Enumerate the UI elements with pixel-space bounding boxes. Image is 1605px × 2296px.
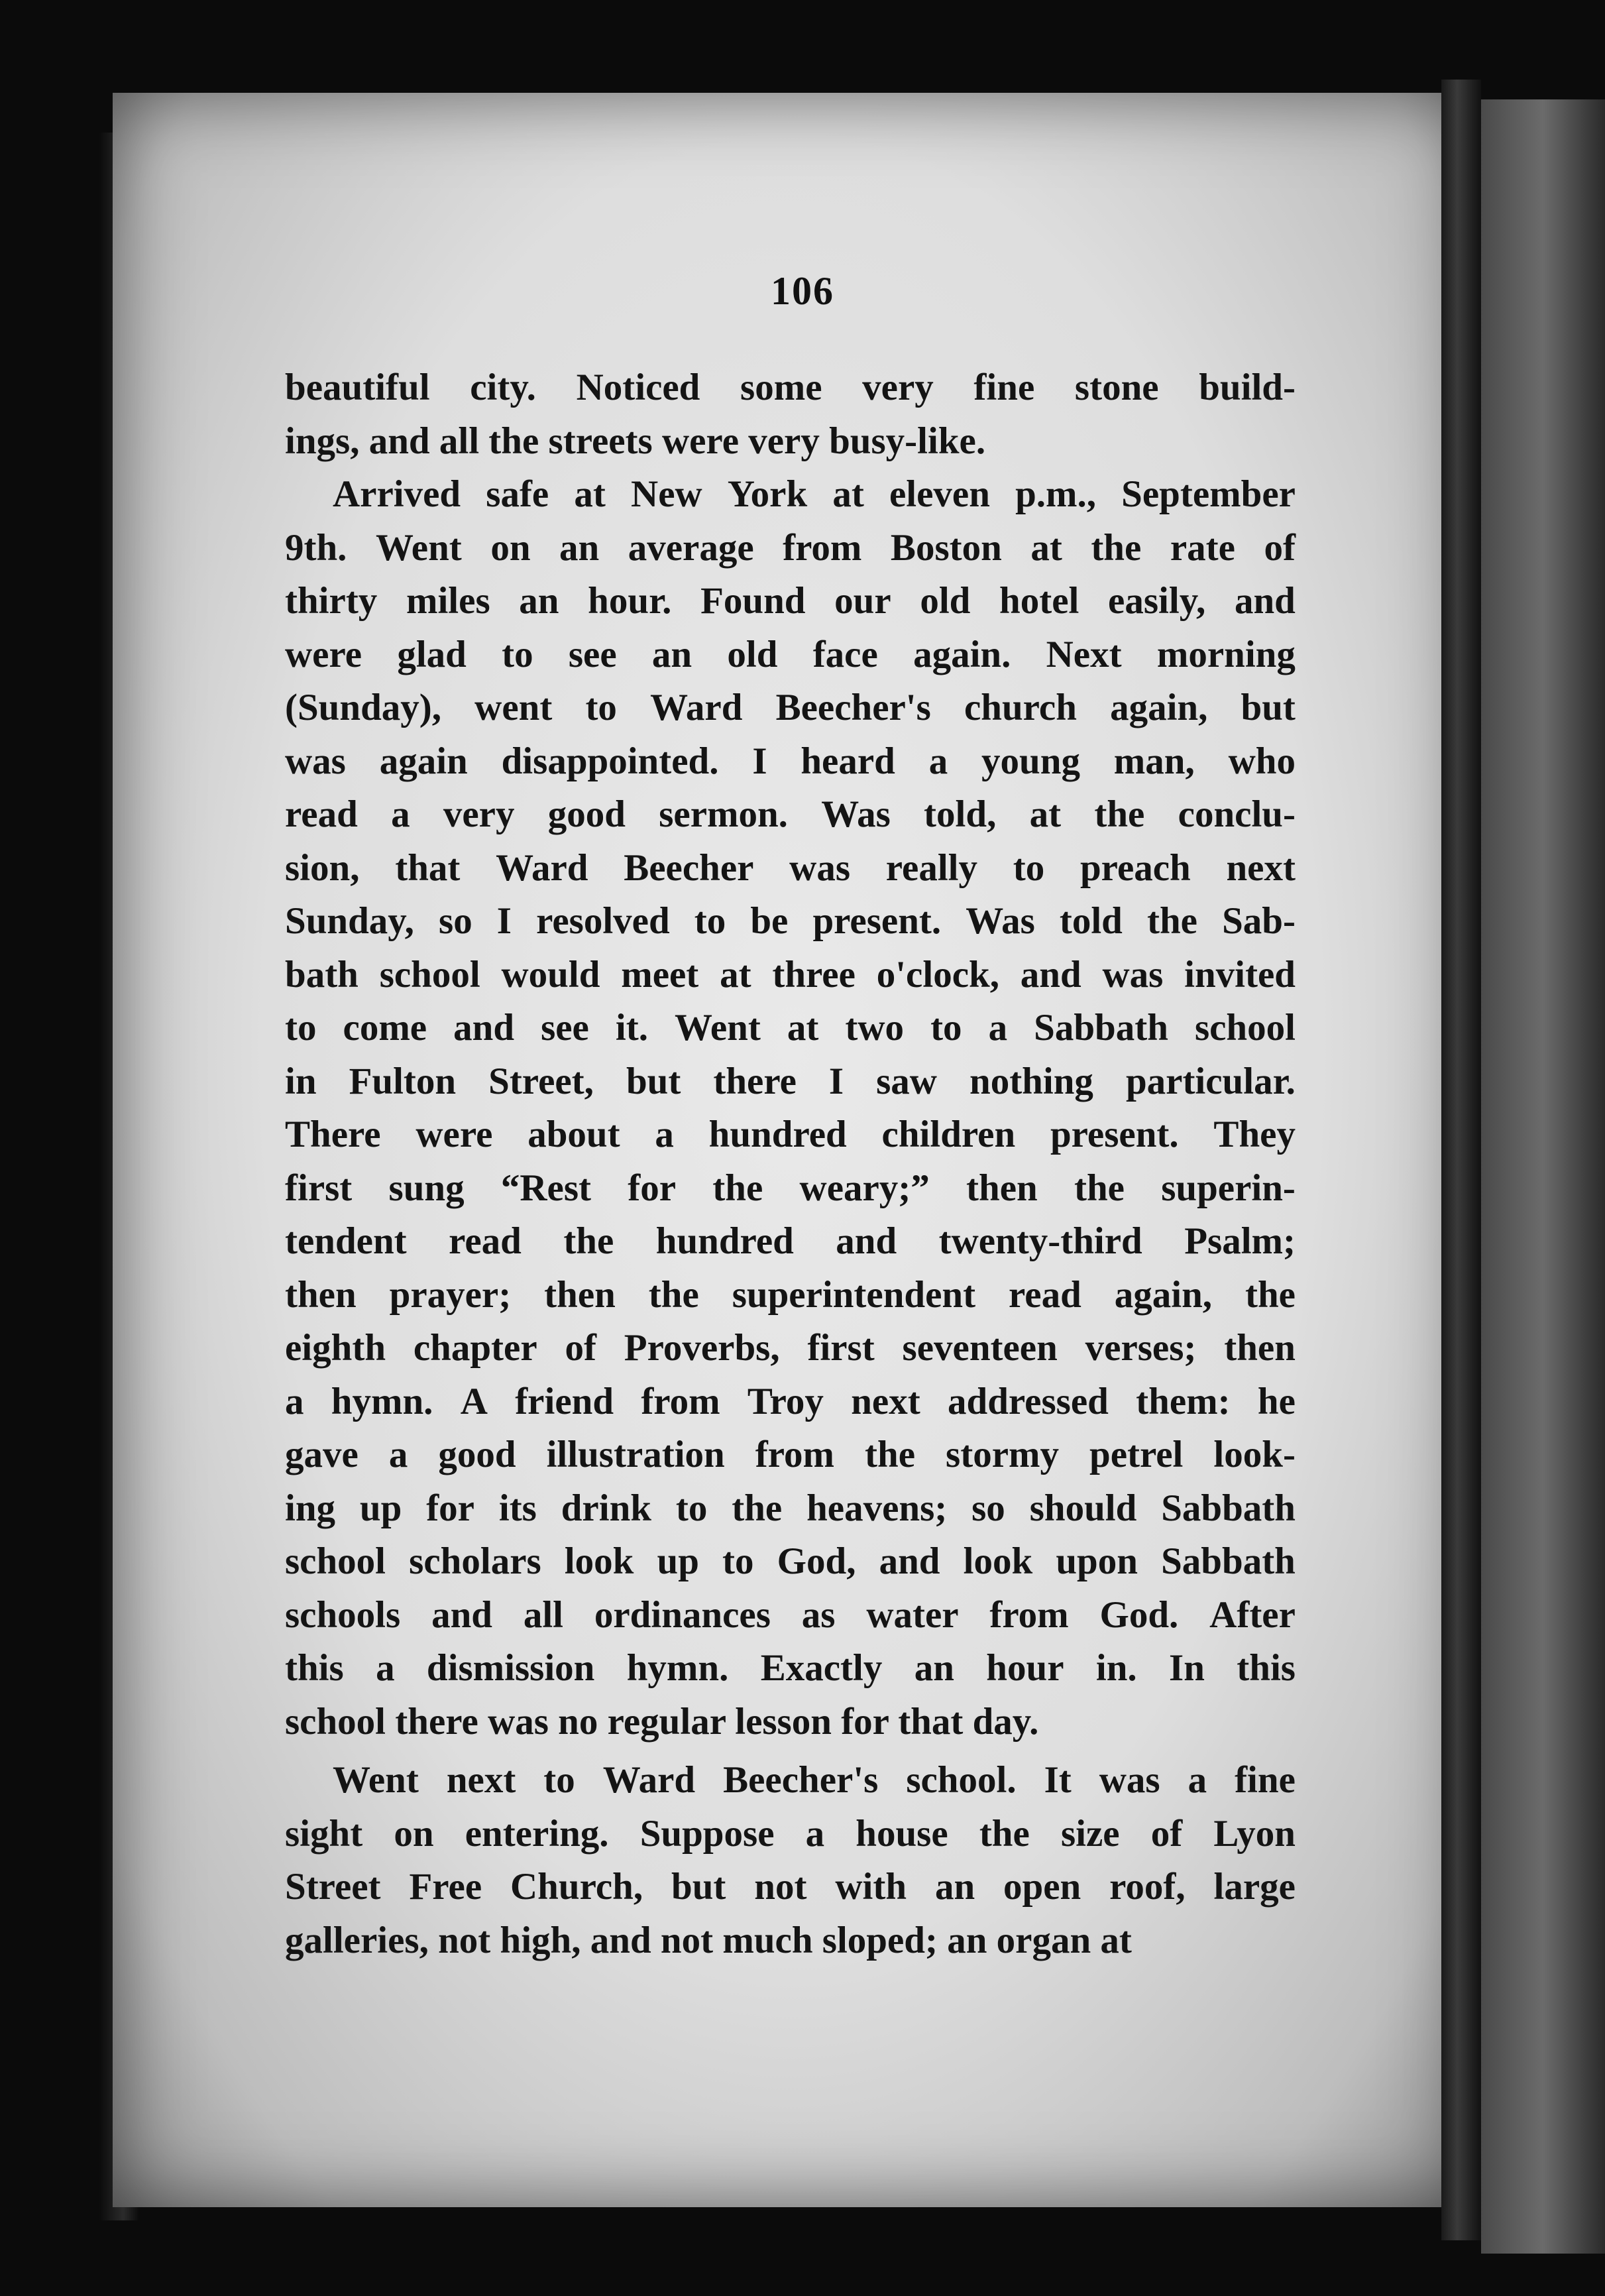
book-binding-edge xyxy=(1441,80,1481,2240)
text-line: Street Free Church, but not with an open roof, large xyxy=(285,1866,1296,1908)
text-line: galleries, not high, and not much sloped; an organ at xyxy=(285,1919,1132,1961)
text-line: in Fulton Street, but there I saw nothing particular. xyxy=(285,1060,1296,1102)
text-line: first sung “Rest for the weary;” then the superin- xyxy=(285,1167,1296,1209)
text-line: read a very good sermon. Was told, at the conclu- xyxy=(285,793,1296,835)
page-number: 106 xyxy=(771,269,834,313)
text-line: was again disappointed. I heard a young man, who xyxy=(285,740,1296,782)
text-line: gave a good illustration from the stormy petrel look- xyxy=(285,1434,1296,1475)
adjacent-page-edge xyxy=(1481,99,1605,2254)
paragraph-gap xyxy=(285,1749,1296,1754)
text-line: beautiful city. Noticed some very fine stone build- xyxy=(285,367,1296,408)
text-line: to come and see it. Went at two to a Sabbath school xyxy=(285,1007,1296,1049)
text-line: bath school would meet at three o'clock, and was invited xyxy=(285,953,1296,996)
text-line: a hymn. A friend from Troy next addressed them: he xyxy=(285,1380,1296,1422)
text-line: then prayer; then the superintendent read again, the xyxy=(285,1273,1296,1316)
text-line: school scholars look up to God, and look upon Sabbath xyxy=(285,1540,1296,1582)
text-line: Arrived safe at New York at eleven p.m., September xyxy=(333,473,1296,515)
text-line: tendent read the hundred and twenty-third Psalm; xyxy=(285,1220,1296,1262)
text-line: sight on entering. Suppose a house the size of Lyon xyxy=(285,1812,1296,1855)
text-line: thirty miles an hour. Found our old hotel easily, and xyxy=(285,580,1296,622)
text-line: ings, and all the streets were very busy-like. xyxy=(285,420,986,462)
paragraph xyxy=(285,361,1296,468)
paragraph xyxy=(285,468,1296,1749)
text-line: this a dismission hymn. Exactly an hour in. In this xyxy=(285,1647,1296,1689)
text-line: school there was no regular lesson for that day. xyxy=(285,1700,1039,1743)
text-line: There were about a hundred children present. They xyxy=(285,1114,1296,1155)
text-line: Sunday, so I resolved to be present. Was told the Sab- xyxy=(285,900,1296,942)
text-line: sion, that Ward Beecher was really to preach next xyxy=(285,846,1296,889)
text-line: schools and all ordinances as water from God. After xyxy=(285,1593,1296,1636)
body-text xyxy=(285,361,1296,1967)
text-line: (Sunday), went to Ward Beecher's church again, but xyxy=(285,687,1296,728)
paragraph xyxy=(285,1754,1296,1967)
text-line: Went next to Ward Beecher's school. It was a fine xyxy=(333,1759,1296,1801)
text-line: were glad to see an old face again. Next morning xyxy=(285,633,1296,675)
text-line: eighth chapter of Proverbs, first seventeen verses; then xyxy=(285,1327,1296,1369)
text-line: 9th. Went on an average from Boston at the rate of xyxy=(285,526,1296,569)
text-line: ing up for its drink to the heavens; so should Sabbath xyxy=(285,1487,1296,1529)
